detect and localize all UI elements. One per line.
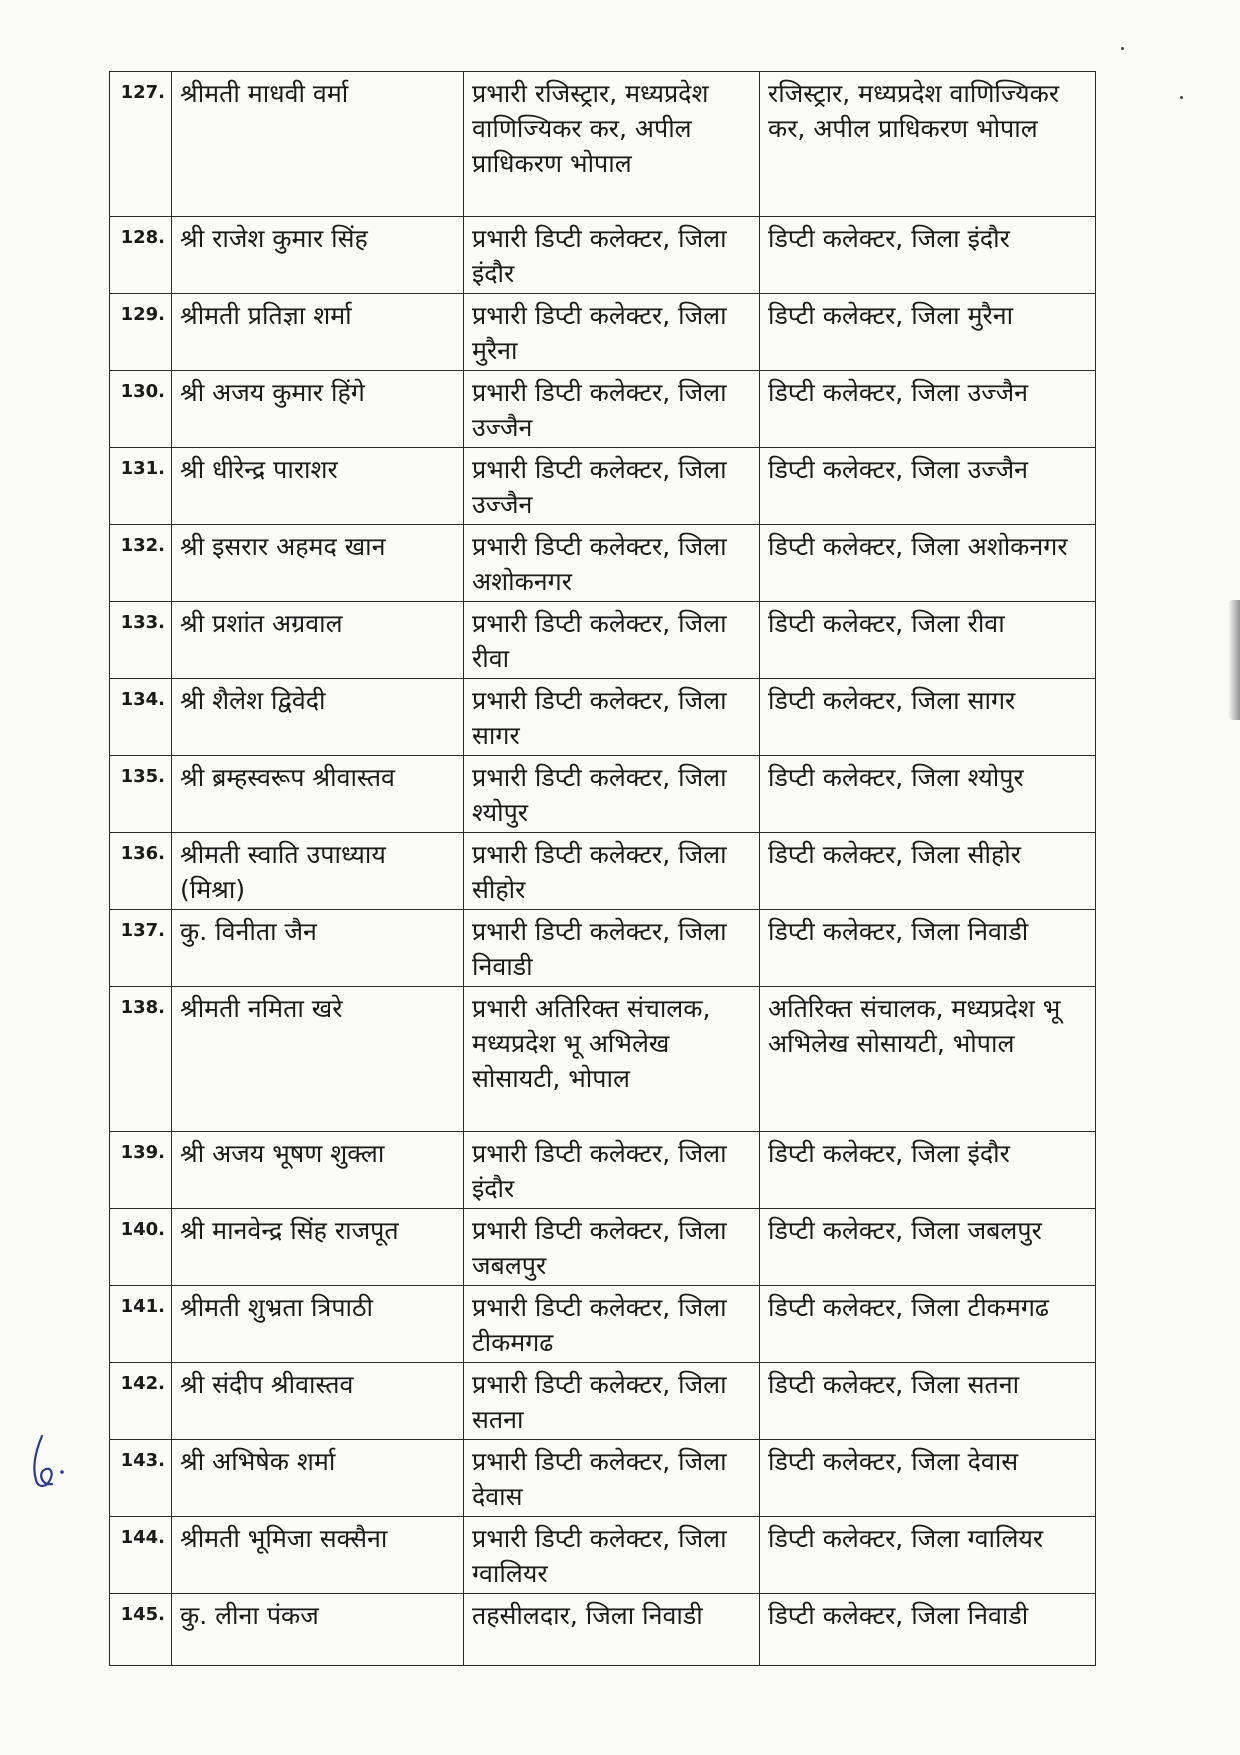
serial-number: 130. bbox=[110, 371, 172, 448]
serial-number: 134. bbox=[110, 679, 172, 756]
speck bbox=[1121, 47, 1124, 50]
serial-number: 137. bbox=[110, 910, 172, 987]
serial-number: 127. bbox=[110, 72, 172, 217]
table-row bbox=[110, 602, 1096, 679]
officer-name: श्री राजेश कुमार सिंह bbox=[172, 217, 464, 294]
current-posting: प्रभारी डिप्टी कलेक्टर, जिला ग्वालियर bbox=[464, 1517, 760, 1594]
new-posting: अतिरिक्त संचालक, मध्यप्रदेश भू अभिलेख सोसायटी, भोपाल bbox=[760, 987, 1096, 1132]
new-posting: डिप्टी कलेक्टर, जिला सीहोर bbox=[760, 833, 1096, 910]
serial-number: 143. bbox=[110, 1440, 172, 1517]
serial-number: 140. bbox=[110, 1209, 172, 1286]
serial-number: 135. bbox=[110, 756, 172, 833]
current-posting: प्रभारी डिप्टी कलेक्टर, जिला इंदौर bbox=[464, 217, 760, 294]
current-posting: प्रभारी डिप्टी कलेक्टर, जिला सतना bbox=[464, 1363, 760, 1440]
new-posting: डिप्टी कलेक्टर, जिला ग्वालियर bbox=[760, 1517, 1096, 1594]
new-posting: रजिस्ट्रार, मध्यप्रदेश वाणिज्यिकर कर, अपील प्राधिकरण भोपाल bbox=[760, 72, 1096, 217]
officer-name: श्रीमती भूमिजा सक्सैना bbox=[172, 1517, 464, 1594]
table-row bbox=[110, 294, 1096, 371]
new-posting: डिप्टी कलेक्टर, जिला इंदौर bbox=[760, 217, 1096, 294]
officer-name: श्रीमती प्रतिज्ञा शर्मा bbox=[172, 294, 464, 371]
new-posting: डिप्टी कलेक्टर, जिला श्योपुर bbox=[760, 756, 1096, 833]
table-row bbox=[110, 448, 1096, 525]
table-row bbox=[110, 525, 1096, 602]
current-posting: प्रभारी डिप्टी कलेक्टर, जिला टीकमगढ bbox=[464, 1286, 760, 1363]
serial-number: 139. bbox=[110, 1132, 172, 1209]
table-row bbox=[110, 1594, 1096, 1666]
officer-name: श्री अभिषेक शर्मा bbox=[172, 1440, 464, 1517]
officer-name: श्रीमती नमिता खरे bbox=[172, 987, 464, 1132]
officer-name: कु. लीना पंकज bbox=[172, 1594, 464, 1666]
table-row bbox=[110, 1209, 1096, 1286]
table-row bbox=[110, 987, 1096, 1132]
officer-name: कु. विनीता जैन bbox=[172, 910, 464, 987]
current-posting: प्रभारी डिप्टी कलेक्टर, जिला अशोकनगर bbox=[464, 525, 760, 602]
current-posting: प्रभारी अतिरिक्त संचालक, मध्यप्रदेश भू अभिलेख सोसायटी, भोपाल bbox=[464, 987, 760, 1132]
current-posting: प्रभारी डिप्टी कलेक्टर, जिला सागर bbox=[464, 679, 760, 756]
table-row bbox=[110, 833, 1096, 910]
current-posting: प्रभारी रजिस्ट्रार, मध्यप्रदेश वाणिज्यिकर कर, अपील प्राधिकरण भोपाल bbox=[464, 72, 760, 217]
serial-number: 141. bbox=[110, 1286, 172, 1363]
serial-number: 138. bbox=[110, 987, 172, 1132]
officer-name: श्री शैलेश द्विवेदी bbox=[172, 679, 464, 756]
new-posting: डिप्टी कलेक्टर, जिला देवास bbox=[760, 1440, 1096, 1517]
current-posting: प्रभारी डिप्टी कलेक्टर, जिला देवास bbox=[464, 1440, 760, 1517]
initials-mark bbox=[28, 1432, 72, 1492]
current-posting: तहसीलदार, जिला निवाडी bbox=[464, 1594, 760, 1666]
table-row bbox=[110, 910, 1096, 987]
table-row bbox=[110, 756, 1096, 833]
new-posting: डिप्टी कलेक्टर, जिला निवाडी bbox=[760, 910, 1096, 987]
serial-number: 145. bbox=[110, 1594, 172, 1666]
posting-table bbox=[109, 71, 1096, 1666]
new-posting: डिप्टी कलेक्टर, जिला निवाडी bbox=[760, 1594, 1096, 1666]
page-edge-shadow bbox=[1228, 600, 1240, 720]
table-row bbox=[110, 72, 1096, 217]
current-posting: प्रभारी डिप्टी कलेक्टर, जिला जबलपुर bbox=[464, 1209, 760, 1286]
serial-number: 131. bbox=[110, 448, 172, 525]
new-posting: डिप्टी कलेक्टर, जिला टीकमगढ bbox=[760, 1286, 1096, 1363]
new-posting: डिप्टी कलेक्टर, जिला उज्जैन bbox=[760, 448, 1096, 525]
serial-number: 133. bbox=[110, 602, 172, 679]
serial-number: 132. bbox=[110, 525, 172, 602]
table-row bbox=[110, 371, 1096, 448]
serial-number: 142. bbox=[110, 1363, 172, 1440]
serial-number: 144. bbox=[110, 1517, 172, 1594]
table-row bbox=[110, 1363, 1096, 1440]
officer-name: श्रीमती शुभ्रता त्रिपाठी bbox=[172, 1286, 464, 1363]
officer-name: श्रीमती स्वाति उपाध्याय (मिश्रा) bbox=[172, 833, 464, 910]
current-posting: प्रभारी डिप्टी कलेक्टर, जिला सीहोर bbox=[464, 833, 760, 910]
new-posting: डिप्टी कलेक्टर, जिला इंदौर bbox=[760, 1132, 1096, 1209]
serial-number: 129. bbox=[110, 294, 172, 371]
officer-name: श्री ब्रम्हस्वरूप श्रीवास्तव bbox=[172, 756, 464, 833]
table-row bbox=[110, 1517, 1096, 1594]
current-posting: प्रभारी डिप्टी कलेक्टर, जिला रीवा bbox=[464, 602, 760, 679]
current-posting: प्रभारी डिप्टी कलेक्टर, जिला निवाडी bbox=[464, 910, 760, 987]
officer-name: श्री अजय कुमार हिंगे bbox=[172, 371, 464, 448]
officer-name: श्रीमती माधवी वर्मा bbox=[172, 72, 464, 217]
table-row bbox=[110, 1286, 1096, 1363]
current-posting: प्रभारी डिप्टी कलेक्टर, जिला मुरैना bbox=[464, 294, 760, 371]
current-posting: प्रभारी डिप्टी कलेक्टर, जिला उज्जैन bbox=[464, 448, 760, 525]
officer-name: श्री प्रशांत अग्रवाल bbox=[172, 602, 464, 679]
table-row bbox=[110, 1132, 1096, 1209]
speck bbox=[1180, 96, 1183, 99]
officer-name: श्री अजय भूषण शुक्ला bbox=[172, 1132, 464, 1209]
serial-number: 128. bbox=[110, 217, 172, 294]
current-posting: प्रभारी डिप्टी कलेक्टर, जिला उज्जैन bbox=[464, 371, 760, 448]
new-posting: डिप्टी कलेक्टर, जिला अशोकनगर bbox=[760, 525, 1096, 602]
current-posting: प्रभारी डिप्टी कलेक्टर, जिला श्योपुर bbox=[464, 756, 760, 833]
new-posting: डिप्टी कलेक्टर, जिला सागर bbox=[760, 679, 1096, 756]
table-row bbox=[110, 679, 1096, 756]
officer-name: श्री संदीप श्रीवास्तव bbox=[172, 1363, 464, 1440]
table-row bbox=[110, 1440, 1096, 1517]
officer-name: श्री इसरार अहमद खान bbox=[172, 525, 464, 602]
current-posting: प्रभारी डिप्टी कलेक्टर, जिला इंदौर bbox=[464, 1132, 760, 1209]
new-posting: डिप्टी कलेक्टर, जिला जबलपुर bbox=[760, 1209, 1096, 1286]
new-posting: डिप्टी कलेक्टर, जिला रीवा bbox=[760, 602, 1096, 679]
new-posting: डिप्टी कलेक्टर, जिला सतना bbox=[760, 1363, 1096, 1440]
new-posting: डिप्टी कलेक्टर, जिला मुरैना bbox=[760, 294, 1096, 371]
new-posting: डिप्टी कलेक्टर, जिला उज्जैन bbox=[760, 371, 1096, 448]
table-row bbox=[110, 217, 1096, 294]
serial-number: 136. bbox=[110, 833, 172, 910]
officer-name: श्री धीरेन्द्र पाराशर bbox=[172, 448, 464, 525]
officer-name: श्री मानवेन्द्र सिंह राजपूत bbox=[172, 1209, 464, 1286]
